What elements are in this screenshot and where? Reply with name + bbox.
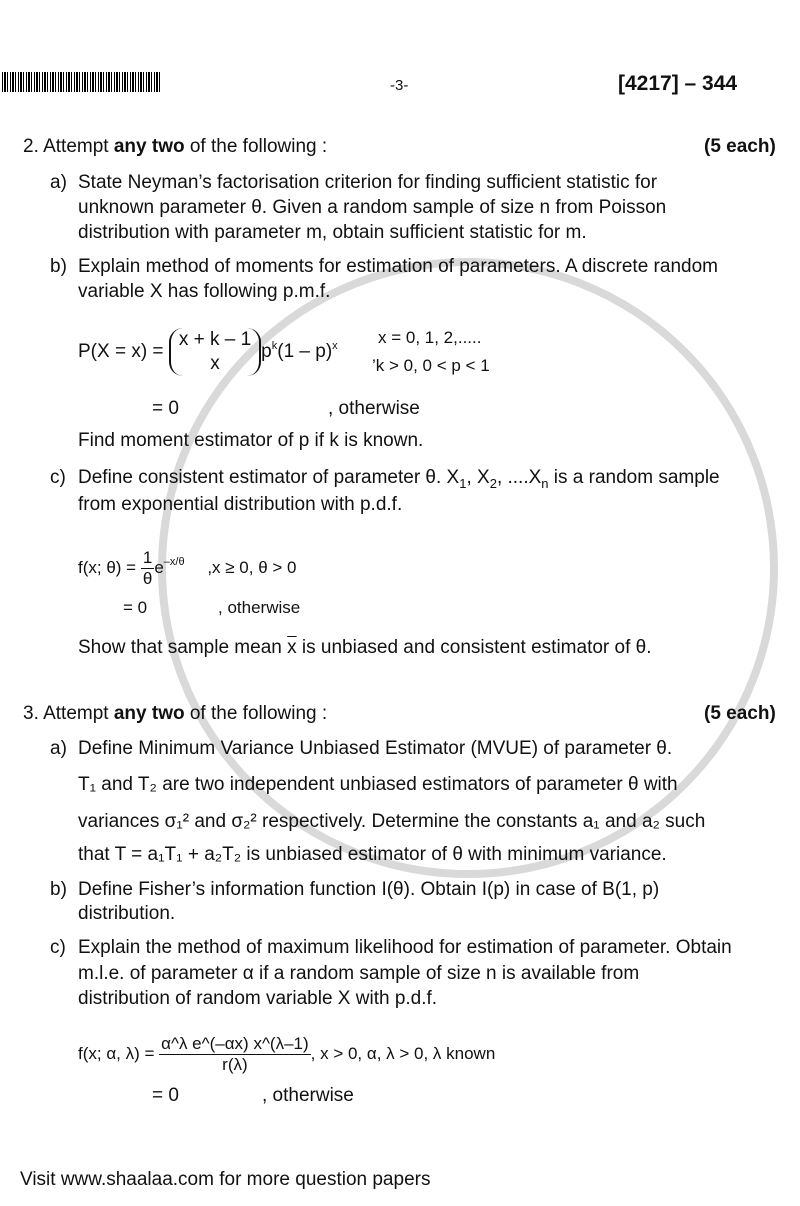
footer-link[interactable]: Visit www.shaalaa.com for more question papers xyxy=(20,1169,431,1190)
q3c-text: distribution of random variable X with p.d.f. xyxy=(78,988,438,1009)
q3c-formula: f(x; α, λ) = $\frac{\text{α\textasciicircum{}λ e\textasciicircum{}(–αx) x\textasciicircum{}(λ–1)}}{r(\lambda)}$ , x > 0, α, λ > 0, λ known xyxy=(78,1034,496,1074)
barcode xyxy=(2,72,162,92)
q2b-label: b) xyxy=(50,256,67,277)
q2a-text: unknown parameter θ. Given a random sample of size n from Poisson xyxy=(78,197,667,218)
q2b-formula: P(X = x) = x + k – 1 x $p^k(1 - p)^x$ xyxy=(78,329,338,374)
q3a-text: that T = a₁T₁ + a₂T₂ is unbiased estimator of θ with minimum variance. xyxy=(78,844,667,865)
q2b-zero: = 0 xyxy=(152,398,179,419)
q2a-text: State Neyman’s factorisation criterion for finding sufficient statistic for xyxy=(78,172,658,193)
q2a-label: a) xyxy=(50,172,67,193)
q2c-zero: = 0 xyxy=(123,598,148,617)
q3c-text: Explain the method of maximum likelihood for estimation of parameter. Obtain xyxy=(78,937,732,958)
q2c-formula: f(x; θ) = $\frac{1}{\theta}$ $e^{-x/\theta}$ ,x ≥ 0, θ > 0 xyxy=(78,548,297,588)
q3a-text: variances σ₁² and σ₂² respectively. Determine the constants a₁ and a₂ such xyxy=(78,811,706,832)
q2-marks: (5 each) xyxy=(704,136,776,157)
q2b-find: Find moment estimator of p if k is known. xyxy=(78,430,424,451)
q3-heading: 3. Attempt any two of the following : xyxy=(23,703,328,724)
q3a-text: Define Minimum Variance Unbiased Estimator (MVUE) of parameter θ. xyxy=(78,738,673,759)
q3c-label: c) xyxy=(50,937,66,958)
paper-code: [4217] – 344 xyxy=(618,72,738,95)
q2b-text: Explain method of moments for estimation of parameters. A discrete random xyxy=(78,256,718,277)
q3b-text: distribution. xyxy=(78,903,176,924)
q3-marks: (5 each) xyxy=(704,703,776,724)
q2c-text: Define consistent estimator of parameter θ. $X_1$, $X_2$, $....X_n$ is a random sample xyxy=(78,467,720,491)
q2b-condition: ’k > 0, 0 < p < 1 xyxy=(372,356,490,375)
page-number: -3- xyxy=(390,77,409,94)
q3c-text: m.l.e. of parameter α if a random sample of size n is available from xyxy=(78,963,640,984)
q2b-condition: x = 0, 1, 2,..... xyxy=(378,328,482,347)
q2c-show: Show that sample mean $\overline{x}$ is unbiased and consistent estimator of θ. xyxy=(78,637,652,658)
q2c-text: from exponential distribution with p.d.f. xyxy=(78,494,403,515)
q2c-label: c) xyxy=(50,467,66,488)
q2b-otherwise: , otherwise xyxy=(328,398,420,419)
q2a-text: distribution with parameter m, obtain sufficient statistic for m. xyxy=(78,222,587,243)
q3a-text: T₁ and T₂ are two independent unbiased estimators of parameter θ with xyxy=(78,774,678,795)
q3a-label: a) xyxy=(50,738,67,759)
q2c-otherwise: , otherwise xyxy=(218,598,301,617)
q3b-label: b) xyxy=(50,879,67,900)
q2-heading: 2. Attempt any two of the following : xyxy=(23,136,328,157)
q3b-text: Define Fisher’s information function I(θ). Obtain I(p) in case of B(1, p) xyxy=(78,879,660,900)
q2b-text: variable X has following p.m.f. xyxy=(78,281,331,302)
q3c-otherwise: , otherwise xyxy=(262,1085,354,1106)
q3c-zero: = 0 xyxy=(152,1085,179,1106)
